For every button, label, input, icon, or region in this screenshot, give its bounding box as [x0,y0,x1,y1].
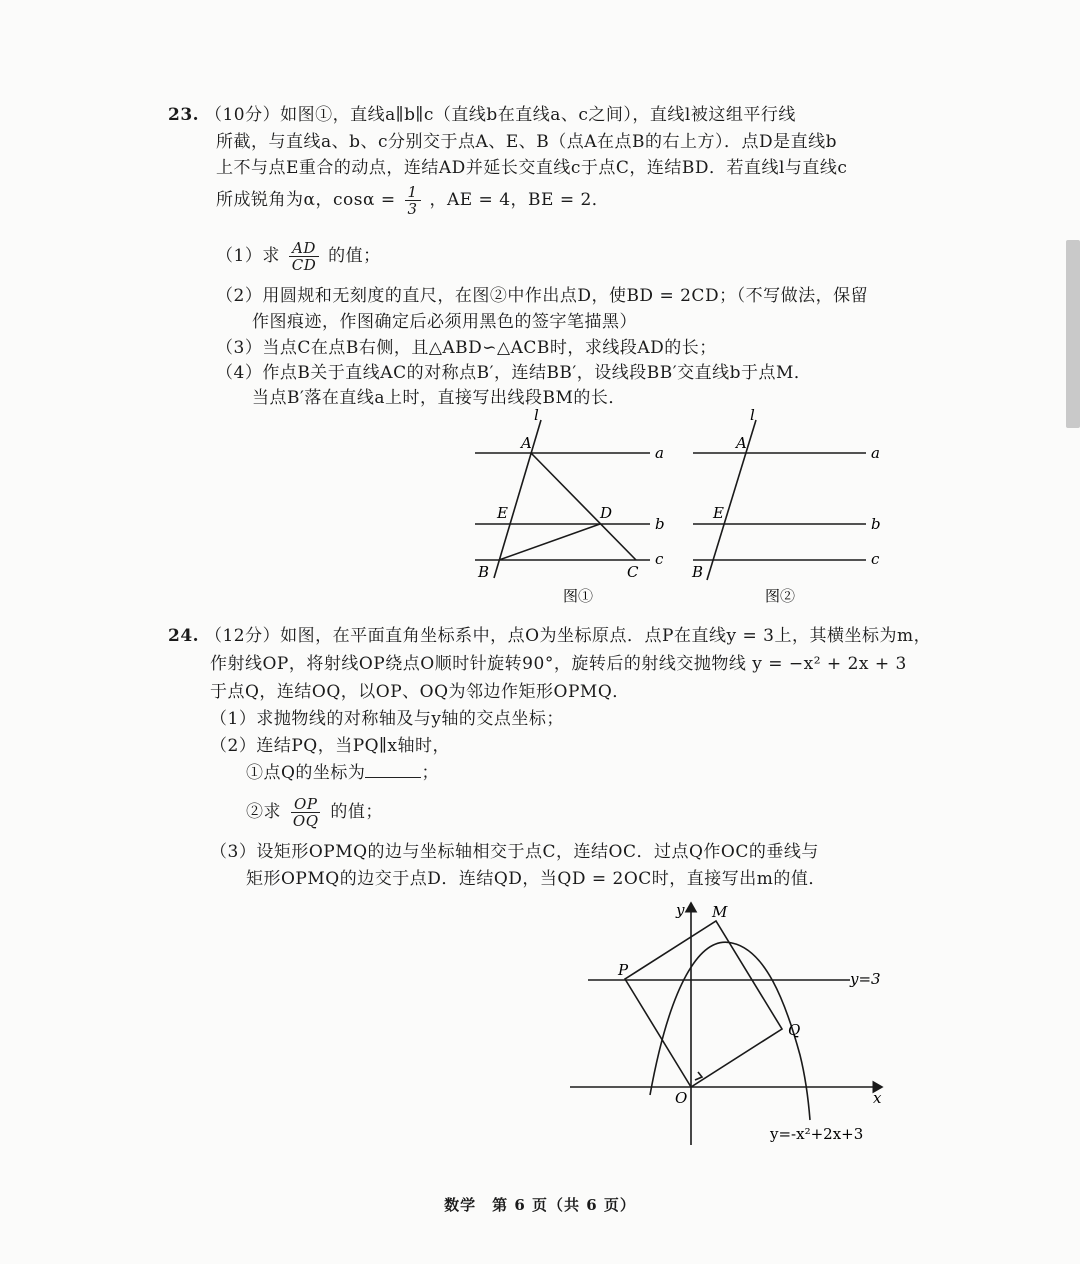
q23-number: 23. [168,105,200,125]
label-E: E [713,504,724,522]
figure-1 [470,408,680,608]
label-x: x [873,1089,882,1107]
caption-fig1: 图① [563,587,594,605]
q23-line2: 所截，与直线a、b、c分别交于点A、E、B（点A在点B的右上方）．点D是直线b [216,132,837,152]
q24-part2-i: ①点Q的坐标为 ； [246,763,439,783]
label-curve: y=-x²+2x+3 [770,1125,864,1143]
label-l: l [750,408,755,424]
rectangle-OPMQ [625,921,782,1087]
label-l: l [534,408,539,424]
parabola [650,942,810,1120]
q23-line3: 上不与点E重合的动点，连结AD并延长交直线c于点C，连结BD．若直线l与直线c [216,158,848,178]
label-A: A [521,434,532,452]
caption-fig2: 图② [765,587,796,605]
q24-part1: （1）求抛物线的对称轴及与y轴的交点坐标； [210,709,564,729]
q24-number: 24. [168,626,200,646]
label-B: B [692,563,704,581]
figure-2 [688,408,888,608]
q23-line1: 23. （10分）如图①，直线a∥b∥c（直线b在直线a、c之间），直线l被这组平行线 [168,105,796,125]
q24-line1: 24. （12分）如图，在平面直角坐标系中，点O为坐标原点．点P在直线y = 3上，其横坐标为m， [168,626,932,646]
segment-BD [499,524,600,560]
page-footer: 数学 第 6 页（共 6 页） [444,1196,636,1214]
q23-part4-line2: 当点B′落在直线a上时，直接写出线段BM的长． [252,388,626,408]
q24-part3-line1: （3）设矩形OPMQ的边与坐标轴相交于点C，连结OC．过点Q作OC的垂线与 [210,842,819,862]
q24-part2-ii: ②求 $\frac{OP}{OQ}$ 的值； [246,795,383,830]
label-a: a [871,444,880,462]
q23-part2-line1: （2）用圆规和无刻度的直尺，在图②中作出点D，使BD = 2CD；（不写做法，保留 [216,286,869,306]
q24-line2: 作射线OP，将射线OP绕点O顺时针旋转90°，旋转后的射线交抛物线 y = −x² + 2x + 3 [210,654,907,674]
op-oq-fraction: $\frac{OP}{OQ}$ [292,795,319,830]
segment-AC [531,453,636,560]
line-l [707,420,756,580]
line-l [494,420,541,578]
figure-q24 [560,895,900,1155]
cos-fraction: $\frac{1}{3}$ [405,184,421,217]
label-b: b [871,515,881,533]
label-E: E [497,504,508,522]
label-C: C [627,563,639,581]
q23-part3: （3）当点C在点B右侧，且△ABD∽△ACB时，求线段AD的长； [216,338,717,358]
label-P: P [618,961,629,979]
label-A: A [736,434,747,452]
ad-cd-fraction: $\frac{AD}{CD}$ [289,240,320,273]
label-y: y [676,901,685,919]
label-M: M [712,903,728,921]
label-b: b [655,515,665,533]
label-c: c [655,550,664,568]
q23-part4-line1: （4）作点B关于直线AC的对称点B′，连结BB′，设线段BB′交直线b于点M． [216,363,812,383]
label-a: a [655,444,664,462]
q24-line3: 于点Q，连结OQ，以OP、OQ为邻边作矩形OPMQ． [210,682,630,702]
label-D: D [600,504,613,522]
label-line-y3: y=3 [850,970,881,988]
q24-part3-line2: 矩形OPMQ的边交于点D．连结QD，当QD = 2OC时，直接写出m的值． [246,869,826,889]
q24-part2: （2）连结PQ，当PQ∥x轴时， [210,736,451,756]
label-B: B [478,563,490,581]
right-angle-mark [695,1072,702,1080]
label-Q: Q [788,1021,801,1039]
answer-blank [365,761,421,778]
q23-part2-line2: 作图痕迹，作图确定后必须用黑色的签字笔描黑） [252,312,637,332]
scrollbar[interactable] [1066,240,1080,428]
q23-line4: 所成锐角为α，cosα = $\frac{1}{3}$ ，AE = 4，BE = 2． [216,183,610,218]
label-O: O [675,1089,688,1107]
label-c: c [871,550,880,568]
q23-part1: （1）求 $\frac{AD}{CD}$ 的值； [216,239,381,274]
